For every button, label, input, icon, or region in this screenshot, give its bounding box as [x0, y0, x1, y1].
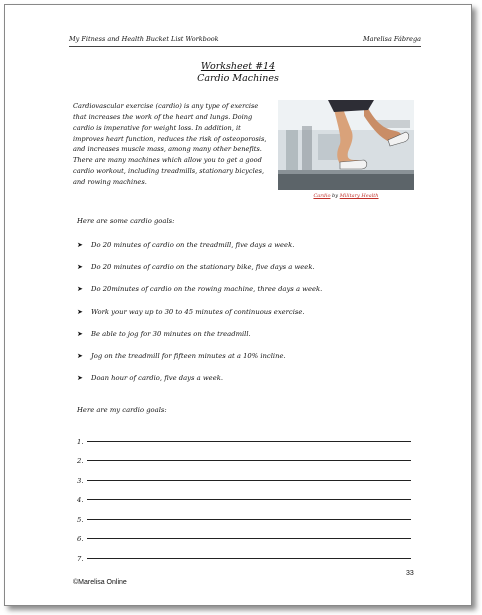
- intro-paragraph: Cardiovascular exercise (cardio) is any type of exercise that increases the work of the heart and lungs. Doing cardio is imperative for weight loss. In addition, it improves heart function, reduces the risk of osteoporosis, and increases muscle mass, among many other benefits. There are many machines which allow you to get a good cardio workout, including treadmills, stationary bicycles, and rowing machines.: [73, 102, 267, 186]
- list-item: [77, 352, 437, 374]
- goal-line-number: 7.: [77, 554, 84, 563]
- goal-line: [77, 543, 411, 563]
- worksheet-number: Worksheet #14: [200, 61, 276, 72]
- arrow-bullet-icon: ➤: [77, 241, 83, 249]
- my-goals-label: Here are my cardio goals:: [77, 406, 167, 414]
- arrow-bullet-icon: ➤: [77, 285, 83, 294]
- list-item-text: Doan hour of cardio, five days a week.: [91, 374, 224, 383]
- list-item-text: Do 20 minutes of cardio on the stationary bike, five days a week.: [91, 263, 315, 272]
- arrow-bullet-icon: ➤: [77, 374, 83, 383]
- list-item: [77, 263, 437, 285]
- list-item-text: Work your way up to 30 to 45 minutes of continuous exercise.: [91, 307, 305, 316]
- goal-line-number: 1.: [77, 437, 84, 446]
- list-item: [77, 308, 437, 330]
- header-book-title: My Fitness and Health Bucket List Workbook: [69, 35, 219, 43]
- worksheet-title: [5, 61, 471, 85]
- goal-writing-line[interactable]: [87, 441, 411, 442]
- copyright-footer: ©Marelisa Online: [73, 579, 127, 586]
- goal-writing-line[interactable]: [87, 499, 411, 500]
- image-caption: [278, 193, 414, 199]
- worksheet-subtitle: Cardio Machines: [197, 73, 279, 84]
- goal-writing-line[interactable]: [87, 558, 411, 559]
- sample-goals-list: [77, 241, 437, 396]
- list-item-text: Be able to jog for 30 minutes on the treadmill.: [91, 329, 251, 338]
- list-item-text: Jog on the treadmill for fifteen minutes at a 10% incline.: [91, 351, 286, 360]
- list-item: [77, 374, 437, 396]
- goal-line: [77, 485, 411, 505]
- sample-goals-label: Here are some cardio goals:: [77, 217, 175, 225]
- goal-line: [77, 465, 411, 485]
- caption-by: by: [330, 193, 340, 199]
- caption-link-military-health[interactable]: Military Health: [339, 193, 379, 199]
- goal-writing-line[interactable]: [87, 480, 411, 481]
- goal-line-number: 2.: [77, 457, 84, 465]
- worksheet-page: [4, 4, 472, 606]
- page-number: 33: [406, 570, 414, 577]
- list-item-text: Do 20minutes of cardio on the rowing machine, three days a week.: [91, 285, 323, 294]
- arrow-bullet-icon: ➤: [77, 307, 83, 316]
- list-item: [77, 285, 437, 307]
- arrow-bullet-icon: ➤: [77, 263, 83, 272]
- arrow-bullet-icon: ➤: [77, 329, 83, 338]
- list-item: [77, 241, 437, 263]
- goal-line: [77, 504, 411, 524]
- arrow-bullet-icon: ➤: [77, 351, 83, 360]
- goal-writing-line[interactable]: [87, 519, 411, 520]
- goal-line-number: 4.: [77, 496, 84, 504]
- list-item-text: Do 20 minutes of cardio on the treadmill, five days a week.: [91, 241, 295, 249]
- goal-line-number: 3.: [77, 476, 84, 485]
- my-goals-lines: [77, 426, 411, 563]
- goal-line: [77, 524, 411, 544]
- treadmill-runner-photo: [278, 100, 414, 190]
- goal-writing-line[interactable]: [87, 460, 411, 461]
- goal-line-number: 6.: [77, 535, 84, 543]
- header-author: Marelisa Fábrega: [362, 35, 421, 43]
- goal-writing-line[interactable]: [87, 538, 411, 539]
- caption-link-cardio[interactable]: Cardio: [313, 193, 331, 199]
- running-header: [69, 35, 421, 47]
- list-item: [77, 330, 437, 352]
- goal-line: [77, 446, 411, 466]
- goal-line-number: 5.: [77, 515, 84, 524]
- goal-line: [77, 426, 411, 446]
